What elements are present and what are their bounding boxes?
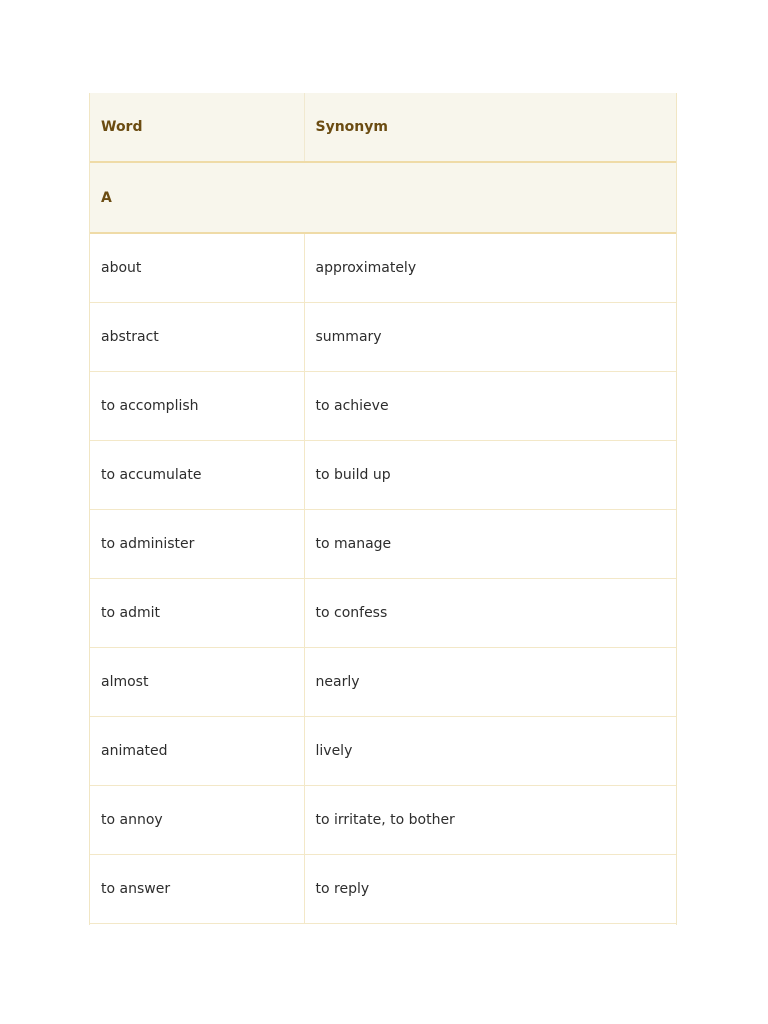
word-cell: almost — [90, 647, 304, 716]
table-body — [90, 162, 676, 923]
synonym-cell: to reply — [304, 854, 676, 923]
table-row — [90, 854, 676, 923]
table-row — [90, 578, 676, 647]
table-row — [90, 647, 676, 716]
synonym-cell: approximately — [304, 233, 676, 302]
table-row — [90, 371, 676, 440]
section-row — [90, 162, 676, 233]
column-header-word: Word — [90, 93, 304, 162]
table-row — [90, 716, 676, 785]
synonym-cell: to confess — [304, 578, 676, 647]
word-cell: to accomplish — [90, 371, 304, 440]
synonym-cell: lively — [304, 716, 676, 785]
word-cell: abstract — [90, 302, 304, 371]
word-cell: to annoy — [90, 785, 304, 854]
table-header — [90, 93, 676, 162]
synonym-cell: to manage — [304, 509, 676, 578]
word-cell: animated — [90, 716, 304, 785]
synonym-cell: summary — [304, 302, 676, 371]
word-cell: to accumulate — [90, 440, 304, 509]
synonym-cell: to irritate, to bother — [304, 785, 676, 854]
synonym-cell: nearly — [304, 647, 676, 716]
word-cell: about — [90, 233, 304, 302]
synonym-table — [90, 93, 676, 924]
table-row — [90, 440, 676, 509]
table-row — [90, 785, 676, 854]
word-cell: to answer — [90, 854, 304, 923]
table-row — [90, 302, 676, 371]
section-label: A — [90, 162, 676, 233]
table-row — [90, 233, 676, 302]
word-cell: to administer — [90, 509, 304, 578]
table-row — [90, 509, 676, 578]
synonym-cell: to build up — [304, 440, 676, 509]
word-cell: to admit — [90, 578, 304, 647]
header-row — [90, 93, 676, 162]
synonym-table-container — [89, 93, 677, 925]
column-header-synonym: Synonym — [304, 93, 676, 162]
synonym-cell: to achieve — [304, 371, 676, 440]
